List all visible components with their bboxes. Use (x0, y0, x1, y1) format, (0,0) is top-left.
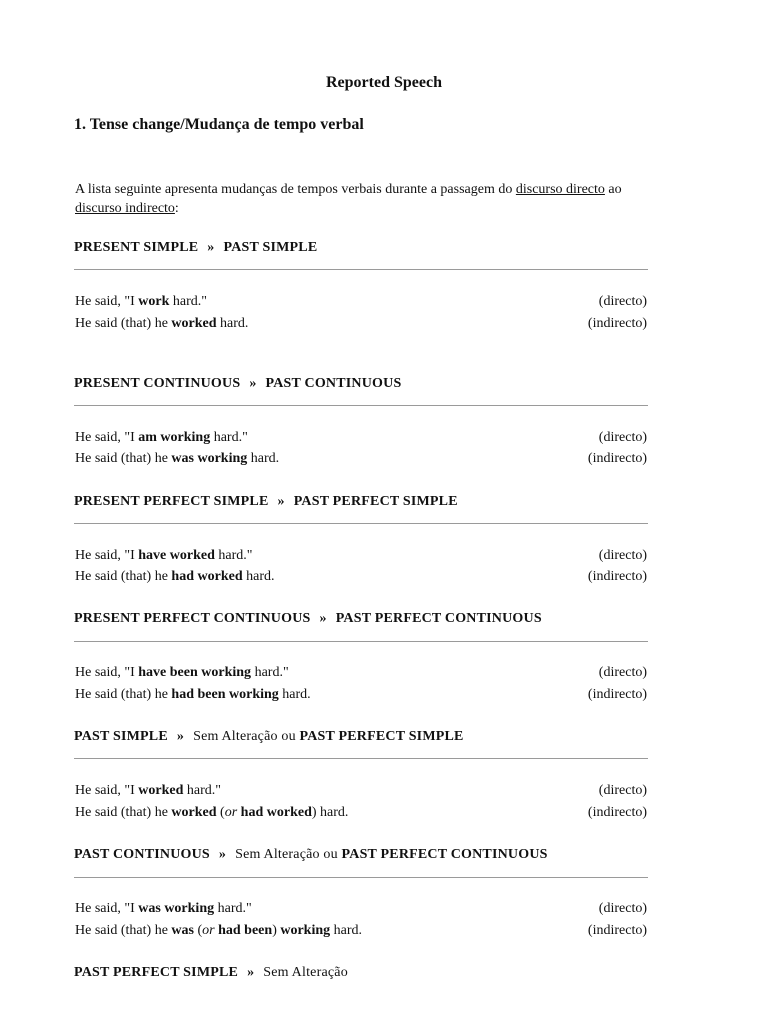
link-discurso-directo[interactable]: discurso directo (515, 182, 605, 197)
example-direct (75, 901, 647, 917)
example-indirect (75, 451, 647, 467)
rule-from: PRESENT SIMPLE (74, 240, 199, 255)
arrow-icon: » (207, 240, 215, 255)
rule-heading (74, 611, 542, 627)
rule-to-prefix: Sem Alteração ou (235, 847, 338, 862)
example-direct (75, 294, 647, 310)
divider (74, 758, 648, 759)
example-sentence: He said (that) he had been working hard. (75, 687, 311, 702)
example-sentence: He said (that) he was (or had been) working hard. (75, 923, 363, 938)
rule-from: PRESENT PERFECT CONTINUOUS (74, 611, 311, 626)
rule-to: PAST CONTINUOUS (265, 376, 402, 391)
tag-indirecto: (indirecto) (587, 923, 647, 938)
arrow-icon: » (247, 965, 255, 980)
example-indirect (75, 687, 647, 703)
tag-indirecto: (indirecto) (587, 451, 647, 466)
example-sentence: He said (that) he worked (or had worked) hard. (75, 805, 349, 820)
intro-text-before: A lista seguinte apresenta mudanças de tempos verbais durante a passagem do (75, 182, 516, 197)
example-sentence: He said (that) he was working hard. (75, 451, 280, 466)
example-sentence: He said, "I have been working hard." (75, 665, 289, 680)
intro-paragraph (75, 180, 635, 218)
example-direct (75, 665, 647, 681)
divider (74, 269, 648, 270)
rule-heading (74, 376, 401, 392)
tag-directo: (directo) (598, 783, 647, 798)
rule-heading (74, 965, 348, 981)
tag-directo: (directo) (598, 665, 647, 680)
arrow-icon: » (218, 847, 227, 862)
example-indirect (75, 805, 647, 821)
example-direct (75, 430, 647, 446)
rule-from: PAST CONTINUOUS (74, 847, 210, 862)
rule-to: PAST PERFECT CONTINUOUS (335, 611, 542, 626)
example-sentence: He said, "I have worked hard." (75, 548, 253, 563)
example-indirect (75, 316, 647, 332)
tag-indirecto: (indirecto) (587, 805, 647, 820)
page-title: Reported Speech (326, 74, 442, 91)
tag-indirecto: (indirecto) (587, 316, 647, 331)
example-sentence: He said, "I work hard." (75, 294, 207, 309)
divider (74, 405, 648, 406)
rule-to: PAST PERFECT CONTINUOUS (341, 847, 548, 862)
example-sentence: He said, "I was working hard." (75, 901, 252, 916)
tag-directo: (directo) (598, 294, 647, 309)
example-sentence: He said, "I am working hard." (75, 430, 248, 445)
link-discurso-indirecto[interactable]: discurso indirecto (75, 201, 175, 216)
arrow-icon: » (249, 376, 257, 391)
example-sentence: He said (that) he had worked hard. (75, 569, 275, 584)
rule-to-prefix: Sem Alteração ou (193, 729, 296, 744)
arrow-icon: » (277, 494, 285, 509)
intro-text-middle: ao (604, 182, 622, 197)
example-direct (75, 783, 647, 799)
intro-text-after: : (174, 201, 179, 216)
rule-heading (74, 494, 458, 510)
example-indirect (75, 923, 647, 939)
section-heading: 1. Tense change/Mudança de tempo verbal (74, 116, 364, 133)
tag-indirecto: (indirecto) (587, 687, 647, 702)
rule-to: PAST PERFECT SIMPLE (293, 494, 458, 509)
rule-to-prefix: Sem Alteração (263, 965, 348, 980)
rule-from: PRESENT PERFECT SIMPLE (74, 494, 269, 509)
example-sentence: He said (that) he worked hard. (75, 316, 249, 331)
rule-heading (74, 240, 317, 256)
rule-heading (74, 729, 464, 745)
rule-to: PAST PERFECT SIMPLE (299, 729, 464, 744)
example-direct (75, 548, 647, 564)
divider (74, 641, 648, 642)
rule-from: PAST SIMPLE (74, 729, 168, 744)
example-indirect (75, 569, 647, 585)
tag-directo: (directo) (598, 430, 647, 445)
arrow-icon: » (176, 729, 185, 744)
rule-from: PRESENT CONTINUOUS (74, 376, 241, 391)
tag-directo: (directo) (598, 548, 647, 563)
example-sentence: He said, "I worked hard." (75, 783, 221, 798)
arrow-icon: » (319, 611, 327, 626)
divider (74, 877, 648, 878)
tag-indirecto: (indirecto) (587, 569, 647, 584)
rule-from: PAST PERFECT SIMPLE (74, 965, 239, 980)
tag-directo: (directo) (598, 901, 647, 916)
rule-heading (74, 847, 548, 863)
divider (74, 523, 648, 524)
rule-to: PAST SIMPLE (223, 240, 318, 255)
